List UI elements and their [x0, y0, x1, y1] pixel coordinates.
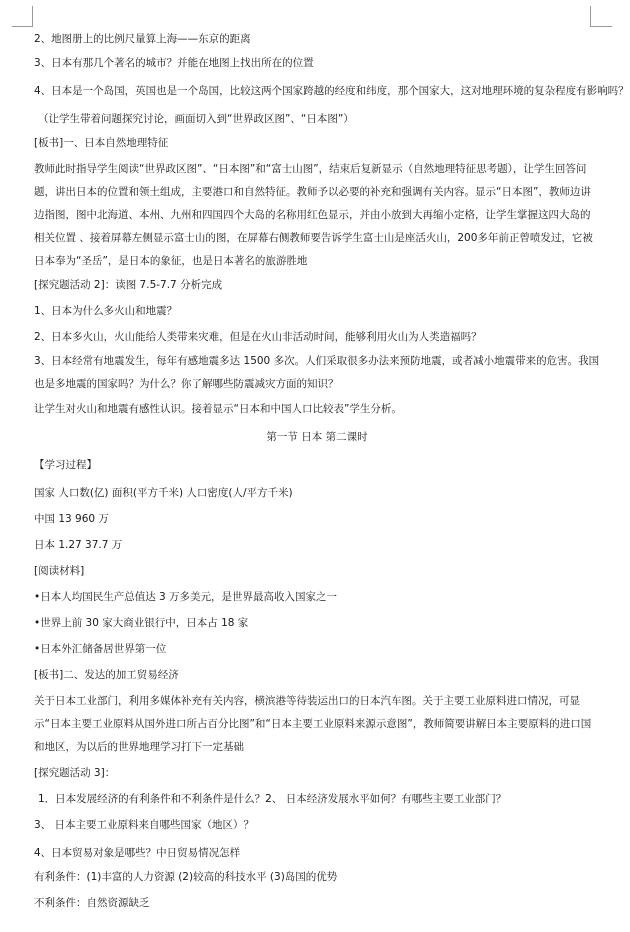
disadvantages-line: 不利条件：自然资源缺乏: [34, 897, 150, 909]
table-row: 日本 1.27 37.7 万: [34, 539, 123, 551]
table-row: 中国 13 960 万: [34, 513, 109, 525]
advantages-line: 有利条件：(1)丰富的人力资源 (2)较高的科技水平 (3)岛国的优势: [34, 871, 338, 883]
body-paragraph: 教师此时指导学生阅读“世界政区图”、“日本图”和“富士山图”，结束后复新显示（自然地理特征思考题），让学生回答问题，讲出日本的位置和领土组成，主要港口和自然特征。教师予以必要的补充和强调有关内容。显示“日本图”，教师边讲边指图，图中北海道、本州、九州和四国四个大岛的名称用红色显示，并由小放到大再缩小定格，让学生掌握这四大岛的相关位置 、接着屏幕左侧显示富士山的图，在屏幕右侧教师要告诉学生富士山是座活火山，200多年前正曾喷发过，它被日本奉为“圣岳”，是日本的象征，也是日本著名的旅游胜地: [34, 163, 593, 267]
activity-heading: [探究题活动 3]：: [34, 767, 116, 779]
body-paragraph: 关于日本工业部门，利用多媒体补充有关内容，横滨港等待装运出口的日本汽车图。关于主要工业原料进口情况，可显示“日本主要工业原料从国外进口所占百分比图”和“日本主要工业原料来源示意图”，教师简要讲解日本主要原料的进口国和地区，为以后的世界地理学习打下一定基础: [34, 695, 592, 753]
question-line: 3、 日本主要工业原料来自哪些国家（地区）？: [34, 819, 255, 831]
note-line: （让学生带着问题探究讨论，画面切入到“世界政区图”、“日本图”）: [38, 113, 354, 125]
body-line: 让学生对火山和地震有感性认识。接着显示“日本和中国人口比较表”学生分析。: [34, 403, 402, 415]
question-line: 4、日本贸易对象是哪些？中日贸易情况怎样: [34, 847, 241, 859]
board-heading: [板书]一、日本自然地理特征: [34, 137, 169, 149]
question-line: 1．日本发展经济的有利条件和不利条件是什么？2、 日本经济发展水平如何？有哪些主要工业部门？: [38, 793, 507, 805]
question-paragraph: 3、日本经常有地震发生，每年有感地震多达 1500 多次。人们采取很多办法来预防地震，或者减小地震带来的危害。我国也是多地震的国家吗？为什么？你了解哪些防震减灾方面的知识？: [34, 355, 600, 390]
crop-mark-top-right-horizontal: [590, 26, 612, 27]
bullet-item: •世界上前 30 家大商业银行中，日本占 18 家: [34, 617, 249, 629]
process-heading: 【学习过程】: [34, 459, 97, 471]
crop-mark-top-right-vertical: [590, 6, 591, 26]
board-heading: [板书]二、发达的加工贸易经济: [34, 669, 179, 681]
question-line: 4、日本是一个岛国，英国也是一个岛国，比较这两个国家跨越的经度和纬度，那个国家大，这对地理环境的复杂程度有影响吗？: [34, 85, 629, 97]
question-line: 2、日本多火山，火山能给人类带来灾难，但是在火山非活动时间，能够利用火山为人类造福吗？: [34, 331, 482, 343]
bullet-item: •日本外汇储备居世界第一位: [34, 643, 167, 655]
crop-mark-top-left-horizontal: [12, 26, 33, 27]
question-line: 2、地图册上的比例尺量算上海——东京的距离: [34, 33, 251, 45]
question-line: 3、日本有那几个著名的城市？并能在地图上找出所在的位置: [34, 57, 314, 69]
reading-heading: [阅读材料]: [34, 565, 85, 577]
question-line: 1、日本为什么多火山和地震？: [34, 305, 178, 317]
section-title: 第一节 日本 第二课时: [266, 431, 368, 443]
bullet-item: •日本人均国民生产总值达 3 万多美元，是世界最高收入国家之一: [34, 591, 338, 603]
crop-mark-top-left-vertical: [32, 6, 33, 26]
activity-heading: [探究题活动 2]：读图 7.5-7.7 分析完成: [34, 279, 223, 291]
table-header-row: 国家 人口数(亿) 面积(平方千米) 人口密度(人/平方千米): [34, 487, 293, 499]
